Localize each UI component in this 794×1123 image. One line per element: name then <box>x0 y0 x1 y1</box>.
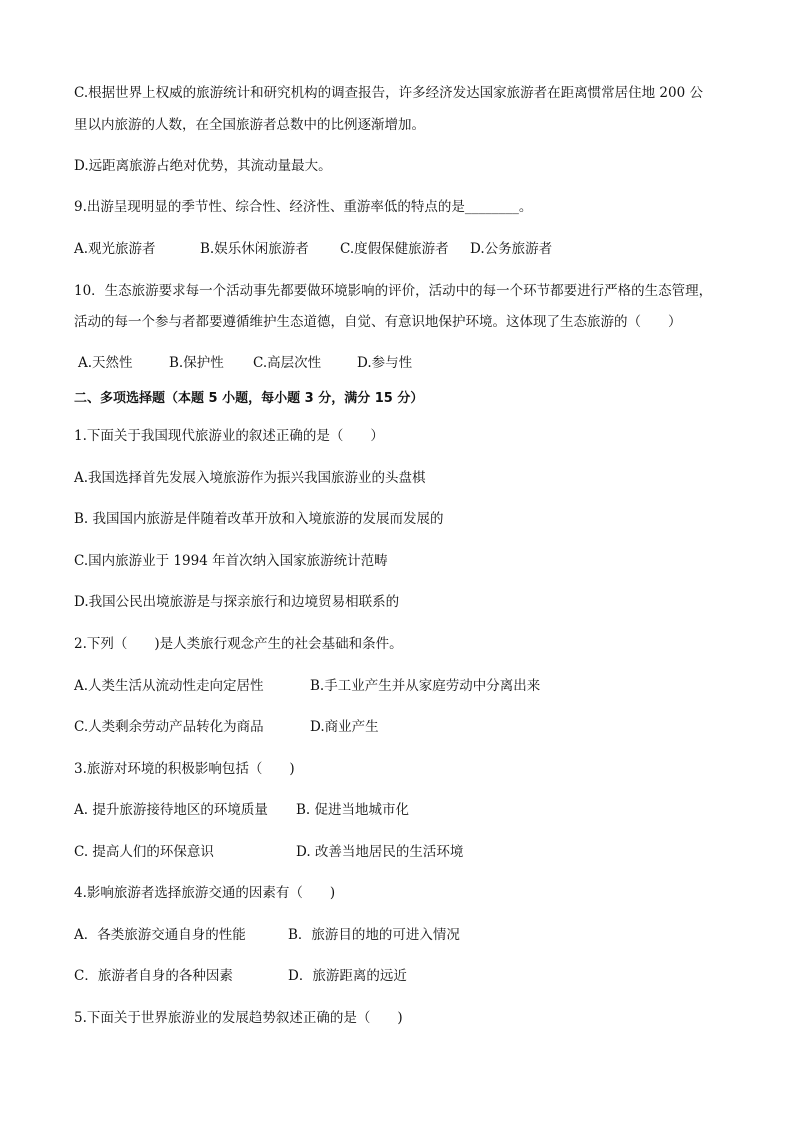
m2-option-d: D.商业产生 <box>310 719 379 735</box>
m2-option-c: C.人类剩余劳动产品转化为商品 <box>74 719 264 735</box>
q8-option-c-line2: 里以内旅游的人数，在全国旅游者总数中的比例逐渐增加。 <box>74 117 425 133</box>
q10-option-a: A.天然性 <box>78 355 133 371</box>
question-9-options <box>74 240 552 258</box>
m2-options-row1 <box>74 677 540 695</box>
question-10-line1: 10．生态旅游要求每一个活动事先都要做环境影响的评价，活动中的每一个环节都要进行严格的生态管理， <box>74 283 713 299</box>
q10-option-b: B.保护性 <box>169 355 224 371</box>
m4-option-b: B．旅游目的地的可进入情况 <box>288 927 460 943</box>
m4-option-c: C．旅游者自身的各种因素 <box>74 968 233 984</box>
m3-option-c: C. 提高人们的环保意识 <box>74 844 214 860</box>
q9-option-d: D.公务旅游者 <box>470 241 553 257</box>
q8-option-c-line1: C.根据世界上权威的旅游统计和研究机构的调查报告，许多经济发达国家旅游者在距离惯常居住地 200 公 <box>74 85 703 101</box>
multi-question-2: 2.下列（ )是人类旅行观念产生的社会基础和条件。 <box>74 636 403 652</box>
multi-question-5: 5.下面关于世界旅游业的发展趋势叙述正确的是（ ) <box>74 1010 403 1026</box>
multi-question-4: 4.影响旅游者选择旅游交通的因素有（ ) <box>74 885 336 901</box>
m2-options-row2 <box>74 718 379 736</box>
m4-option-a: A．各类旅游交通自身的性能 <box>74 927 246 943</box>
q9-option-b: B.娱乐休闲旅游者 <box>200 241 309 257</box>
m3-option-a: A. 提升旅游接待地区的环境质量 <box>74 802 268 818</box>
m1-option-b: B. 我国国内旅游是伴随着改革开放和入境旅游的发展而发展的 <box>74 511 444 527</box>
m3-option-d: D. 改善当地居民的生活环境 <box>296 844 464 860</box>
q8-option-d: D.远距离旅游占绝对优势，其流动量最大。 <box>74 158 332 174</box>
question-10-line2: 活动的每一个参与者都要遵循维护生态道德，自觉、有意识地保护环境。这体现了生态旅游的（ ） <box>74 314 682 330</box>
m3-options-row2 <box>74 843 463 861</box>
m4-options-row1 <box>74 926 460 944</box>
m2-option-b: B.手工业产生并从家庭劳动中分离出来 <box>310 678 541 694</box>
q9-option-c: C.度假保健旅游者 <box>340 241 449 257</box>
m2-option-a: A.人类生活从流动性走向定居性 <box>74 678 264 694</box>
q10-option-d: D.参与性 <box>357 355 413 371</box>
m1-option-d: D.我国公民出境旅游是与探亲旅行和边境贸易相联系的 <box>74 594 400 610</box>
m4-option-d: D．旅游距离的远近 <box>288 968 407 984</box>
multi-question-3: 3.旅游对环境的积极影响包括（ ) <box>74 761 295 777</box>
m1-option-c: C.国内旅游业于 1994 年首次纳入国家旅游统计范畴 <box>74 553 388 569</box>
m3-option-b: B. 促进当地城市化 <box>296 802 410 818</box>
multi-question-1: 1.下面关于我国现代旅游业的叙述正确的是（ ） <box>74 428 384 444</box>
question-9: 9.出游呈现明显的季节性、综合性、经济性、重游率低的特点的是________。 <box>74 199 533 215</box>
m3-options-row1 <box>74 801 409 819</box>
m1-option-a: A.我国选择首先发展入境旅游作为振兴我国旅游业的头盘棋 <box>74 470 426 486</box>
m4-options-row2 <box>74 967 407 985</box>
section-2-heading: 二、多项选择题（本题 5 小题，每小题 3 分，满分 15 分） <box>74 391 424 406</box>
q10-option-c: C.高层次性 <box>253 355 322 371</box>
q9-option-a: A.观光旅游者 <box>74 241 156 257</box>
question-10-options <box>78 354 412 372</box>
